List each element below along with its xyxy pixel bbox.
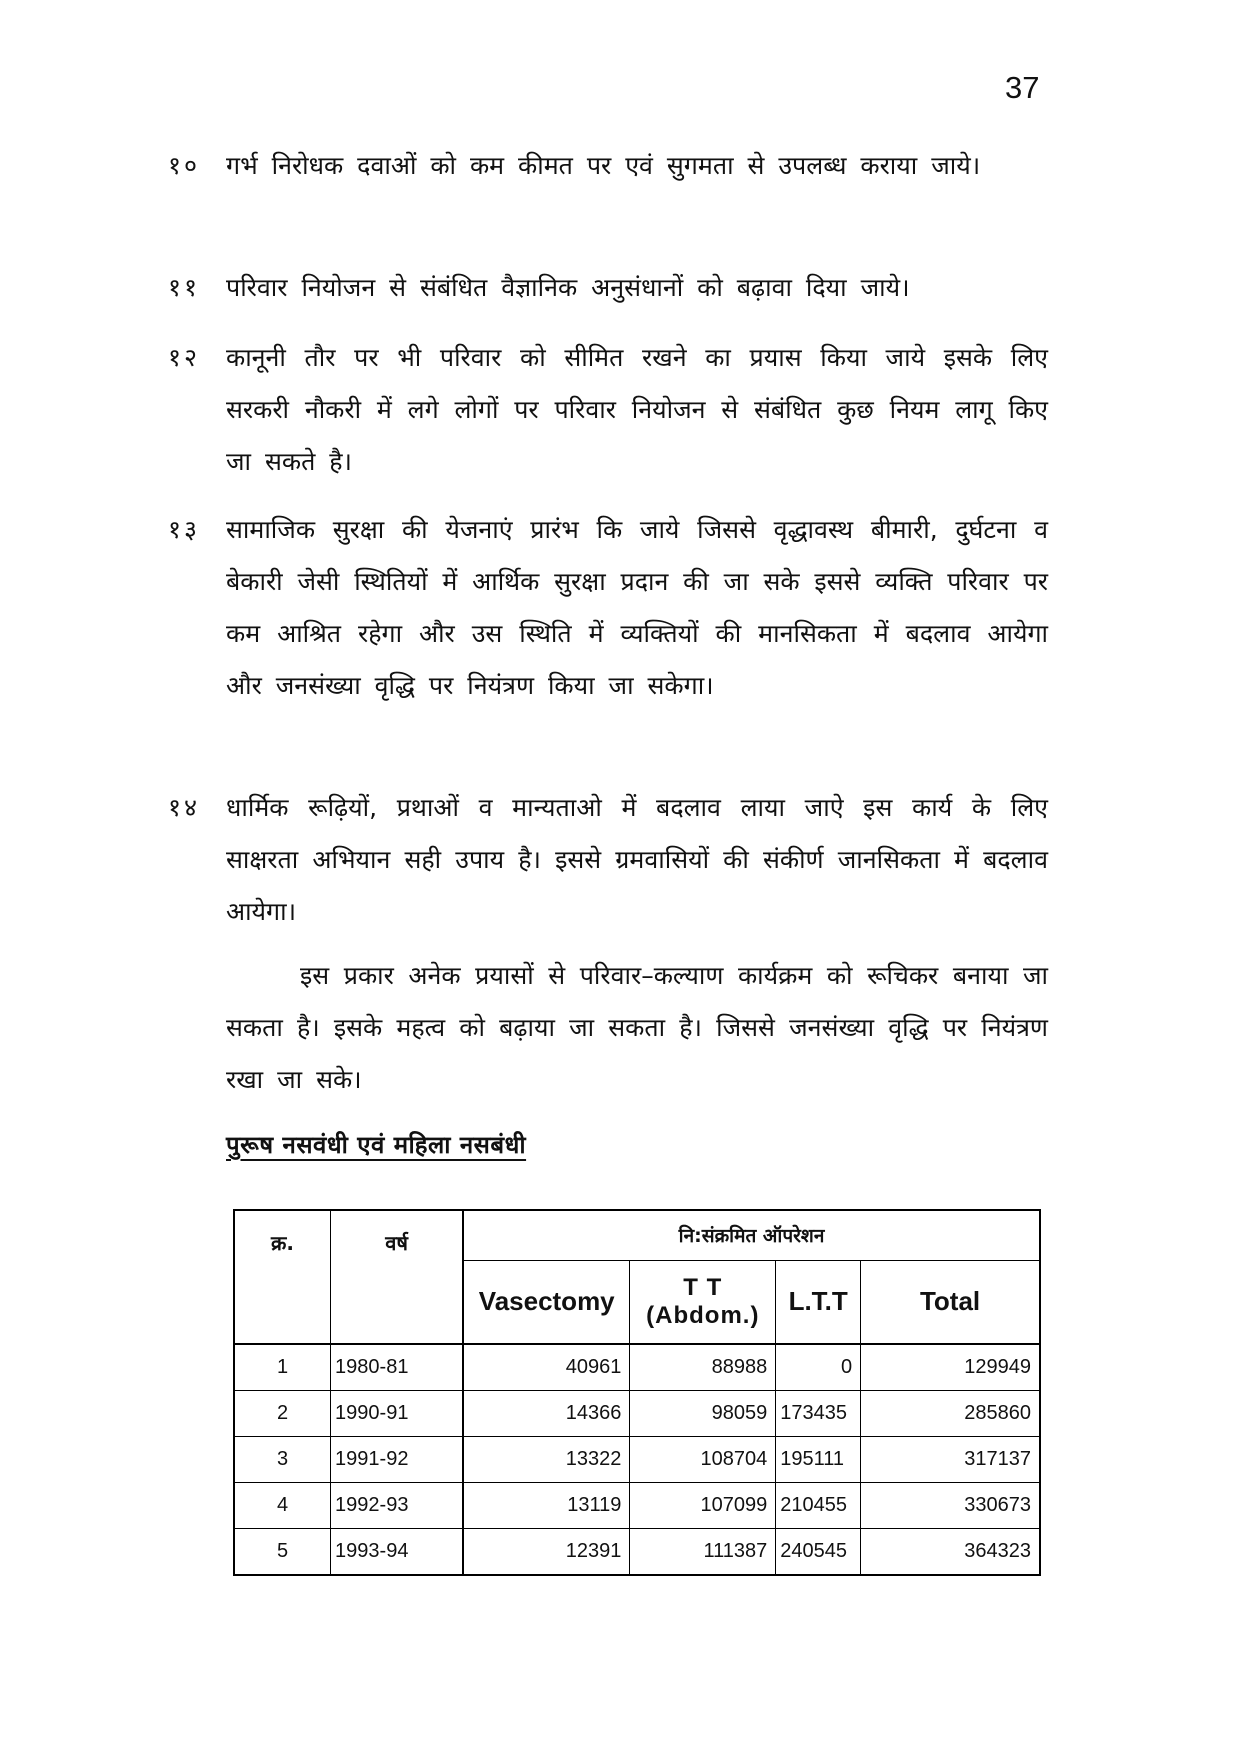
cell-year: 1991-92 (331, 1437, 464, 1483)
cell-ltt: 210455 (776, 1483, 861, 1529)
cell-sn: 5 (234, 1529, 331, 1576)
list-item-number: १० (168, 151, 201, 180)
header-tt (630, 1260, 776, 1344)
table-row (234, 1437, 1040, 1483)
list-item-14 (168, 782, 1048, 938)
list-item-text: गर्भ निरोधक दवाओं को कम कीमत पर एवं सुगमता से उपलब्ध कराया जाये। (226, 151, 981, 180)
list-item-number: १३ (168, 515, 201, 544)
cell-ltt: 195111 (776, 1437, 861, 1483)
sterilization-table (233, 1209, 1041, 1576)
cell-ltt: 240545 (776, 1529, 861, 1576)
table-row (234, 1483, 1040, 1529)
cell-vasectomy: 13119 (463, 1483, 630, 1529)
cell-total: 364323 (861, 1529, 1040, 1576)
table-header-row (234, 1210, 1040, 1260)
header-vasectomy: Vasectomy (463, 1260, 630, 1344)
cell-tt: 107099 (630, 1483, 776, 1529)
table-row (234, 1529, 1040, 1576)
list-item-12 (168, 332, 1048, 488)
cell-vasectomy: 13322 (463, 1437, 630, 1483)
cell-vasectomy: 14366 (463, 1391, 630, 1437)
list-item-11 (168, 262, 1048, 314)
cell-year: 1992-93 (331, 1483, 464, 1529)
cell-year: 1980-81 (331, 1344, 464, 1391)
cell-tt: 108704 (630, 1437, 776, 1483)
cell-total: 129949 (861, 1344, 1040, 1391)
list-item-13 (168, 504, 1048, 712)
list-item-number: १२ (168, 343, 201, 372)
list-item-text: सामाजिक सुरक्षा की येजनाएं प्रारंभ कि जाये जिससे वृद्धावस्थ बीमारी, दुर्घटना व बेकारी जेसी स्थितियों में आर्थिक सुरक्षा प्रदान की जा सके इससे व्यक्ति परिवार पर कम आश्रित रहेगा और उस स्थिति में व्यक्तियों की मानसिकता में बदलाव आयेगा और जनसंख्या वृद्धि पर नियंत्रण किया जा सकेगा। (226, 515, 1048, 700)
cell-total: 330673 (861, 1483, 1040, 1529)
cell-sn: 3 (234, 1437, 331, 1483)
summary-paragraph: इस प्रकार अनेक प्रयासों से परिवार–कल्याण कार्यक्रम को रूचिकर बनाया जा सकता है। इसके महत्व को बढ़ाया जा सकता है। जिससे जनसंख्या वृद्धि पर नियंत्रण रखा जा सके। (226, 961, 1048, 1094)
cell-total: 317137 (861, 1437, 1040, 1483)
cell-sn: 1 (234, 1344, 331, 1391)
list-item-10 (168, 140, 1048, 192)
cell-ltt: 173435 (776, 1391, 861, 1437)
cell-tt: 111387 (630, 1529, 776, 1576)
header-year: वर्ष (331, 1210, 464, 1344)
cell-year: 1993-94 (331, 1529, 464, 1576)
cell-vasectomy: 12391 (463, 1529, 630, 1576)
list-item-number: १४ (168, 793, 201, 822)
header-ltt: L.T.T (776, 1260, 861, 1344)
header-group-operations: नि:संक्रमित ऑपरेशन (463, 1210, 1040, 1260)
table-row (234, 1391, 1040, 1437)
header-tt-line1: T T (683, 1273, 723, 1301)
table-row (234, 1344, 1040, 1391)
cell-total: 285860 (861, 1391, 1040, 1437)
cell-ltt: 0 (776, 1344, 861, 1391)
header-total: Total (861, 1260, 1040, 1344)
cell-year: 1990-91 (331, 1391, 464, 1437)
page-number: 37 (1005, 70, 1040, 105)
header-sn: क्र. (234, 1210, 331, 1344)
section-title: पुरूष नसवंधी एवं महिला नसबंधी (226, 1131, 527, 1159)
cell-sn: 2 (234, 1391, 331, 1437)
list-item-text: कानूनी तौर पर भी परिवार को सीमित रखने का प्रयास किया जाये इसके लिए सरकरी नौकरी में लगे लोगों पर परिवार नियोजन से संबंधित कुछ नियम लागू किए जा सकते है। (226, 343, 1048, 476)
cell-vasectomy: 40961 (463, 1344, 630, 1391)
cell-tt: 98059 (630, 1391, 776, 1437)
header-tt-line2: (Abdom.) (646, 1301, 760, 1329)
cell-tt: 88988 (630, 1344, 776, 1391)
cell-sn: 4 (234, 1483, 331, 1529)
list-item-text: परिवार नियोजन से संबंधित वैज्ञानिक अनुसंधानों को बढ़ावा दिया जाये। (226, 273, 910, 302)
list-item-number: ११ (168, 273, 201, 302)
list-item-text: धार्मिक रूढ़ियों, प्रथाओं व मान्यताओ में बदलाव लाया जाऐ इस कार्य के लिए साक्षरता अभियान सही उपाय है। इससे ग्रमवासियों की संकीर्ण जानसिकता में बदलाव आयेगा। (226, 793, 1048, 926)
